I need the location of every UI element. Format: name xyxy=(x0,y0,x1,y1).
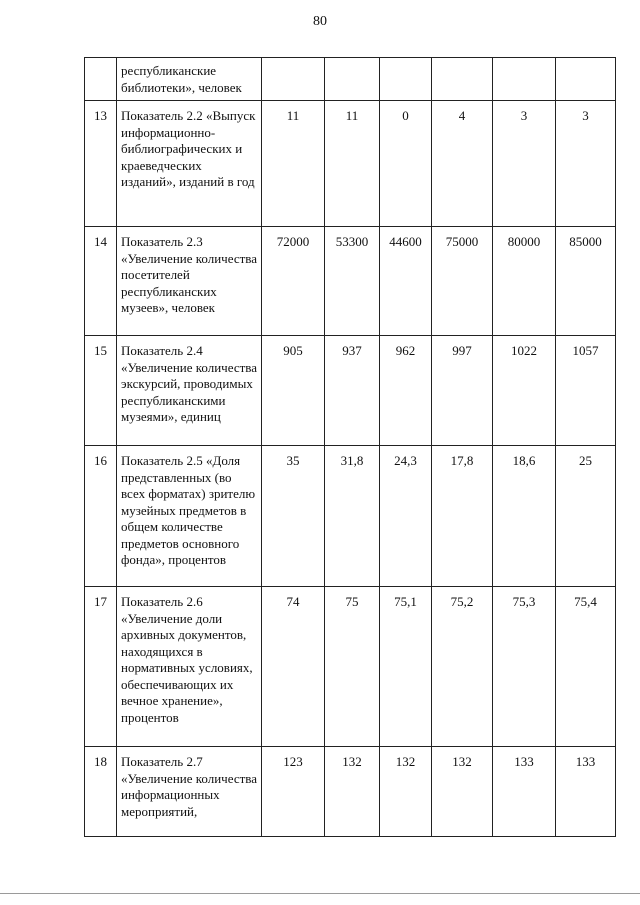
value-cell: 132 xyxy=(325,747,380,837)
indicator-description: Показатель 2.6 «Увеличение доли архивных документов, находящихся в нормативных условиях, обеспечивающих их вечное хранение», процентов xyxy=(117,587,262,747)
value-cell: 18,6 xyxy=(493,446,556,587)
value-cell xyxy=(556,58,616,101)
value-cell: 3 xyxy=(556,101,616,227)
table-row xyxy=(85,747,616,837)
table-row xyxy=(85,587,616,747)
value-cell xyxy=(325,58,380,101)
table-row xyxy=(85,101,616,227)
value-cell: 0 xyxy=(380,101,432,227)
value-cell: 11 xyxy=(262,101,325,227)
bottom-divider xyxy=(0,893,640,894)
value-cell xyxy=(432,58,493,101)
value-cell xyxy=(262,58,325,101)
value-cell: 132 xyxy=(432,747,493,837)
row-number: 17 xyxy=(85,587,117,747)
page-number: 80 xyxy=(313,14,327,29)
row-number: 16 xyxy=(85,446,117,587)
value-cell: 75,2 xyxy=(432,587,493,747)
value-cell: 3 xyxy=(493,101,556,227)
indicator-description: Показатель 2.7 «Увеличение количества информационных мероприятий, xyxy=(117,747,262,837)
value-cell: 53300 xyxy=(325,227,380,336)
value-cell: 85000 xyxy=(556,227,616,336)
value-cell: 123 xyxy=(262,747,325,837)
value-cell xyxy=(493,58,556,101)
indicator-description: Показатель 2.2 «Выпуск информационно-библиографических и краеведческих изданий», изданий в год xyxy=(117,101,262,227)
value-cell: 25 xyxy=(556,446,616,587)
row-number: 18 xyxy=(85,747,117,837)
value-cell: 31,8 xyxy=(325,446,380,587)
indicator-description: Показатель 2.3 «Увеличение количества посетителей республиканских музеев», человек xyxy=(117,227,262,336)
table-row xyxy=(85,58,616,101)
value-cell: 75,1 xyxy=(380,587,432,747)
table-row xyxy=(85,446,616,587)
value-cell: 133 xyxy=(556,747,616,837)
value-cell: 44600 xyxy=(380,227,432,336)
table-row xyxy=(85,336,616,446)
value-cell: 937 xyxy=(325,336,380,446)
table-row xyxy=(85,227,616,336)
indicator-description: республиканские библиотеки», человек xyxy=(117,58,262,101)
value-cell: 75000 xyxy=(432,227,493,336)
row-number xyxy=(85,58,117,101)
value-cell: 75,3 xyxy=(493,587,556,747)
value-cell: 80000 xyxy=(493,227,556,336)
indicator-description: Показатель 2.5 «Доля представленных (во всех форматах) зрителю музейных предметов в общем количестве предметов основного фонда», процентов xyxy=(117,446,262,587)
row-number: 14 xyxy=(85,227,117,336)
value-cell: 24,3 xyxy=(380,446,432,587)
value-cell xyxy=(380,58,432,101)
value-cell: 35 xyxy=(262,446,325,587)
value-cell: 132 xyxy=(380,747,432,837)
indicator-description: Показатель 2.4 «Увеличение количества экскурсий, проводимых республиканскими музеями», единиц xyxy=(117,336,262,446)
value-cell: 17,8 xyxy=(432,446,493,587)
indicators-table xyxy=(84,57,616,837)
value-cell: 4 xyxy=(432,101,493,227)
value-cell: 72000 xyxy=(262,227,325,336)
value-cell: 74 xyxy=(262,587,325,747)
value-cell: 1057 xyxy=(556,336,616,446)
row-number: 15 xyxy=(85,336,117,446)
value-cell: 1022 xyxy=(493,336,556,446)
value-cell: 997 xyxy=(432,336,493,446)
value-cell: 133 xyxy=(493,747,556,837)
row-number: 13 xyxy=(85,101,117,227)
value-cell: 75,4 xyxy=(556,587,616,747)
value-cell: 75 xyxy=(325,587,380,747)
value-cell: 962 xyxy=(380,336,432,446)
value-cell: 905 xyxy=(262,336,325,446)
value-cell: 11 xyxy=(325,101,380,227)
